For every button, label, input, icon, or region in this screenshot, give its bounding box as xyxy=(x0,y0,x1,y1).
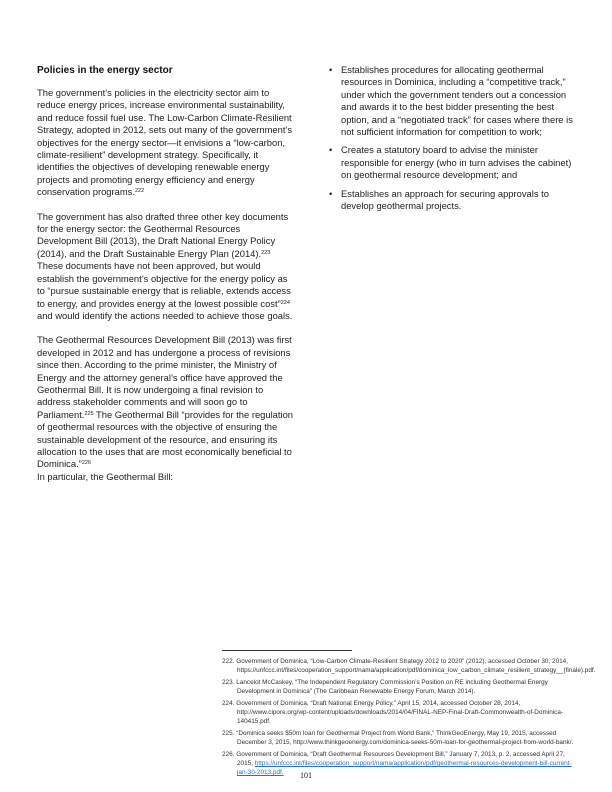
paragraph-3 xyxy=(37,334,295,483)
footnote-225 xyxy=(222,729,582,747)
bullet-item xyxy=(324,64,574,138)
footnote-ref-222[interactable]: 222 xyxy=(134,188,145,195)
paragraph-2-text-a: The government has also drafted three other key documents for the energy sector: the Geothermal Resources Development Bill (2013), the Draft National Energy Policy (2014), and the Draft Sustainable Energy Plan (2014). xyxy=(37,210,289,259)
paragraph-3-text-a: The Geothermal Resources Development Bill (2013) was first developed in 2012 and has undergone a process of revisions since then. According to the prime minister, the Ministry of Energy and the attorney general’s office have approved the Geothermal Bill. It is now undergoing a final revision to address stakeholder comments and will soon go to Parliament. xyxy=(37,334,292,420)
footnote-223 xyxy=(222,678,582,696)
paragraph-1-text: The government’s policies in the electricity sector aim to reduce energy prices, increase environmental sustainability, and reduce fossil fuel use. The Low-Carbon Climate-Resilient Strategy, adopted in 2012, sets out many of the government’s objectives for the energy sector—it envisions a “low-carbon, climate-resilient” development strategy. Specifically, it identifies the objectives of developing renewable energy projects and promoting energy efficiency and energy conservation programs. xyxy=(37,87,293,198)
section-heading: Policies in the energy sector xyxy=(37,65,173,76)
footnote-ref-223[interactable]: 223 xyxy=(261,249,271,256)
bullet-icon: • xyxy=(329,144,333,156)
paragraph-2 xyxy=(37,211,295,323)
bullet-icon: • xyxy=(329,64,333,75)
bullet-item xyxy=(324,144,574,181)
paragraph-1 xyxy=(37,87,295,199)
footnote-divider xyxy=(222,650,352,651)
bullet-text: Establishes procedures for allocating geothermal resources in Dominica, including a “competitive track,” under which the government tenders out a concession and awards it to the best bidder presenting the best option, and a “negotiated track” for cases where there is not sufficient information for competition to work; xyxy=(341,64,573,138)
footnote-224 xyxy=(222,699,582,726)
bullet-text: Creates a statutory board to advise the minister responsible for energy (who in turn advises the cabinet) on geothermal resource development; and xyxy=(341,144,572,181)
footnote-number: 224. xyxy=(222,700,235,707)
footnote-text: Government of Dominica, “Draft National Energy Policy,” April 15, 2014, accessed October 28, 2014, http://www.cipore.org/wp-content/uploads/downloads/2014/04/FINAL-NEP-Final-Draft-Commonwealth-of-Dominica-140415.pdf. xyxy=(236,700,564,725)
bullet-icon: • xyxy=(329,187,333,199)
footnote-number: 223. xyxy=(222,679,235,686)
right-column xyxy=(324,64,574,218)
left-column xyxy=(37,64,295,495)
footnote-text: “Dominica seeks $50m loan for Geothermal Project from World Bank,” ThinkGeoEnergy, May 19, 2015, accessed December 3, 2015, http://www.thinkgeoenergy.com/dominica-seeks-50m-loan-for-geothermal-project-from-world-bank/. xyxy=(236,730,574,746)
footnote-text: Lancelot McCaskey, “The Independent Regulatory Commission’s Position on RE including Geothermal Energy Development in Dominica” (The Caribbean Renewable Energy Forum, March 2014). xyxy=(236,679,548,695)
footnote-link[interactable]: https://unfccc.int/files/cooperation_support/nama/application/pdf/geothermal-resources-development-bill-current-jan-30-2013.pdf. xyxy=(237,760,572,776)
bullet-list xyxy=(324,64,574,212)
bullet-item xyxy=(324,188,574,213)
paragraph-3-text-c: In particular, the Geothermal Bill: xyxy=(37,470,174,482)
footnote-number: 225. xyxy=(222,730,235,737)
footnotes xyxy=(222,657,596,780)
footnote-text: Government of Dominica, “Low-Carbon Climate-Resilient Strategy 2012 to 2020” (2012), accessed October 30, 2014, https://unfccc.int/files/cooperation_support/nama/application/pdf/dominica_low_carbon_climate_resilient_strategy__(finale).pdf. xyxy=(236,658,596,674)
footnote-ref-225[interactable]: 225 xyxy=(84,410,94,417)
footnote-ref-224[interactable]: 224 xyxy=(280,299,290,306)
footnote-number: 222. xyxy=(222,658,235,665)
footnote-number: 226. xyxy=(222,751,235,758)
paragraph-2-text-b: These documents have not been approved, but would establish the government’s objective for the energy policy as to “pursue sustainable energy that is reliable, extends access to energy, and provides energy at the lowest possible cost” xyxy=(37,260,291,309)
page-number: 101 xyxy=(300,771,312,780)
paragraph-3-text-b: The Geothermal Bill “provides for the regulation of geothermal resources with the objective of ensuring the sustainable development of the resource, and ensuring its allocation to the uses that are most economically beneficial to Dominica.” xyxy=(37,408,294,470)
footnote-text: Government of Dominica, “Draft Geothermal Resources Development Bill,” January 7, 2013, p. 2, accessed April 27, 2015, xyxy=(236,751,565,767)
paragraph-2-text-c: and would identify the actions needed to achieve those goals. xyxy=(37,309,293,321)
footnote-222 xyxy=(222,657,596,675)
bullet-text: Establishes an approach for securing approvals to develop geothermal projects. xyxy=(341,187,549,212)
footnote-ref-226[interactable]: 226 xyxy=(81,460,91,467)
